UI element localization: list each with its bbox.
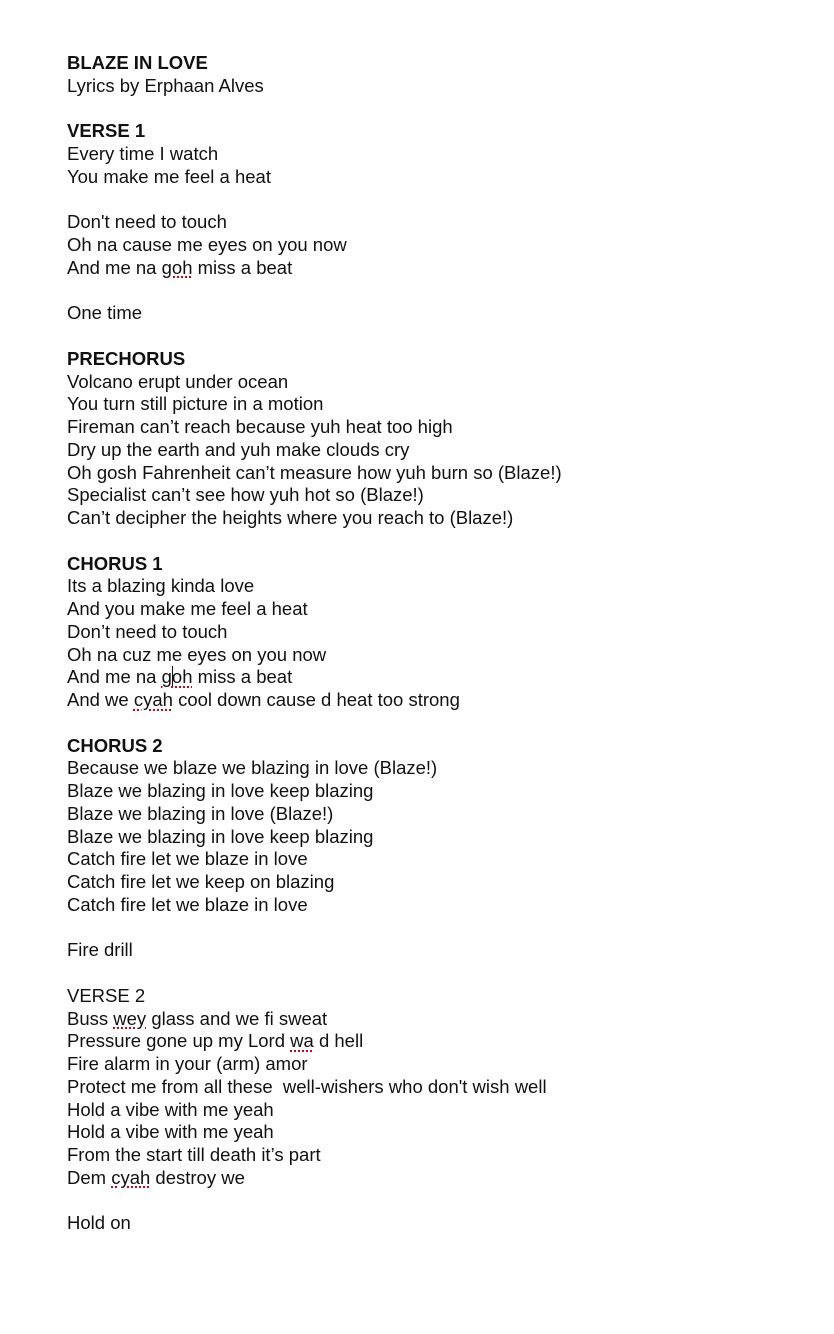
- lyric-text: miss a beat: [192, 666, 293, 688]
- lyric-tag: Fire drill: [67, 939, 133, 961]
- spacer: [67, 712, 814, 735]
- lyric-text: Dem: [67, 1166, 112, 1188]
- lyric-line: Oh na cause me eyes on you now: [67, 234, 347, 255]
- section-heading-verse-2: VERSE 2: [67, 984, 146, 1006]
- lyric-line: You turn still picture in a motion: [67, 393, 324, 415]
- lyric-line: Every time I watch: [67, 143, 219, 164]
- byline: Lyrics by Erphaan Alves: [67, 74, 264, 96]
- lyric-line: Don’t need to touch: [67, 620, 228, 642]
- spacer: [67, 189, 814, 212]
- spacer: [67, 962, 814, 985]
- lyric-line: Hold a vibe with me yeah: [67, 1098, 274, 1120]
- lyric-line: [67, 666, 814, 689]
- lyric-text: And me na: [67, 256, 162, 278]
- lyric-line: [67, 689, 814, 712]
- lyric-line: Because we blaze we blazing in love (Blaze!): [67, 757, 438, 779]
- spellcheck-flagged-word[interactable]: wa: [290, 1030, 314, 1052]
- spellcheck-flagged-word[interactable]: [162, 666, 193, 687]
- lyric-line: Blaze we blazing in love (Blaze!): [67, 802, 334, 824]
- lyric-line: [67, 1167, 814, 1190]
- section-heading-chorus-1: CHORUS 1: [67, 552, 163, 574]
- spacer: [67, 325, 814, 348]
- lyric-text: d hell: [313, 1030, 364, 1052]
- lyric-line: And you make me feel a heat: [67, 598, 308, 619]
- lyric-line: [67, 1030, 814, 1053]
- lyric-line: Dry up the earth and yuh make clouds cry: [67, 438, 410, 460]
- lyric-line: Blaze we blazing in love keep blazing: [67, 780, 374, 801]
- spacer: [67, 530, 814, 553]
- lyric-line: Specialist can’t see how yuh hot so (Blaze!): [67, 484, 424, 506]
- lyric-line: You make me feel a heat: [67, 165, 271, 187]
- lyric-line: Catch fire let we blaze in love: [67, 893, 308, 915]
- lyric-line: Its a blazing kinda love: [67, 575, 255, 597]
- spacer: [67, 1190, 814, 1213]
- spellcheck-flagged-word[interactable]: cyah: [133, 689, 173, 710]
- lyric-text: glass and we fi sweat: [146, 1007, 328, 1029]
- lyric-text: miss a beat: [192, 256, 293, 278]
- section-heading-prechorus: PRECHORUS: [67, 347, 186, 369]
- section-heading-verse-1: VERSE 1: [67, 120, 146, 142]
- spellcheck-flagged-word[interactable]: goh: [161, 256, 193, 278]
- lyric-line: Oh gosh Fahrenheit can’t measure how yuh burn so (Blaze!): [67, 461, 562, 483]
- lyric-line: Fireman can’t reach because yuh heat too high: [67, 416, 453, 437]
- lyric-text: g: [161, 666, 172, 688]
- lyric-text: And me na: [67, 666, 162, 688]
- lyric-line: [67, 1008, 814, 1031]
- lyric-line: Blaze we blazing in love keep blazing: [67, 825, 374, 847]
- lyric-line: [67, 257, 814, 280]
- spacer: [67, 917, 814, 940]
- lyric-text: Pressure gone up my Lord: [67, 1030, 291, 1052]
- lyric-line: Catch fire let we blaze in love: [67, 848, 308, 870]
- lyric-text: destroy we: [150, 1166, 245, 1188]
- lyric-line: Hold a vibe with me yeah: [67, 1121, 274, 1143]
- lyric-tag: One time: [67, 302, 143, 324]
- lyric-text: Buss: [67, 1007, 114, 1029]
- lyric-line: Fire alarm in your (arm) amor: [67, 1053, 308, 1074]
- document-title: BLAZE IN LOVE: [67, 52, 208, 73]
- spellcheck-flagged-word[interactable]: wey: [113, 1007, 147, 1029]
- lyric-tag: Hold on: [67, 1212, 131, 1234]
- lyric-line: Don't need to touch: [67, 211, 227, 233]
- spacer: [67, 98, 814, 121]
- lyric-line: From the start till death it’s part: [67, 1144, 321, 1165]
- lyric-line: Volcano erupt under ocean: [67, 370, 289, 392]
- lyric-line: Oh na cuz me eyes on you now: [67, 643, 327, 665]
- lyric-line: Protect me from all these well-wishers who don't wish well: [67, 1075, 547, 1097]
- lyric-line: Can’t decipher the heights where you reach to (Blaze!): [67, 507, 514, 528]
- lyric-text: And we: [67, 689, 134, 710]
- spellcheck-flagged-word[interactable]: cyah: [111, 1166, 151, 1188]
- lyric-text: cool down cause d heat too strong: [172, 689, 460, 710]
- lyric-line: Catch fire let we keep on blazing: [67, 871, 335, 892]
- spacer: [67, 280, 814, 303]
- lyrics-document: [67, 52, 814, 1235]
- lyric-text: oh: [171, 666, 193, 688]
- section-heading-chorus-2: CHORUS 2: [67, 734, 163, 756]
